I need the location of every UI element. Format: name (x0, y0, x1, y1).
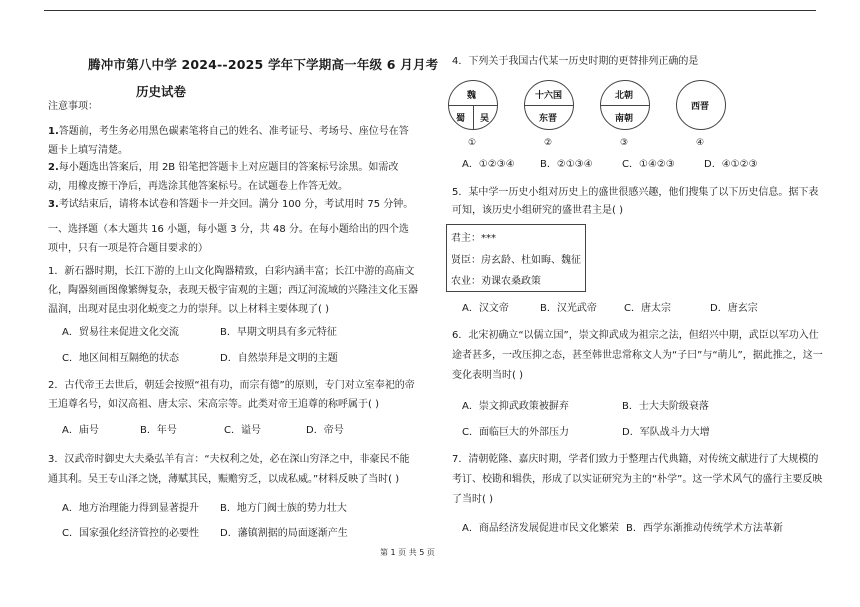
q6-option-c[interactable]: C．面临巨大的外部压力 (462, 427, 569, 438)
q1-option-b[interactable]: B．早期文明具有多元特征 (220, 327, 337, 338)
q2-option-b[interactable]: B．年号 (140, 425, 177, 436)
q5-option-d[interactable]: D．唐玄宗 (710, 303, 758, 314)
circle-1-number: ① (468, 138, 477, 148)
circle-4-center-label: 西晋 (691, 102, 710, 112)
q4-stem: 4．下列关于我国古代某一历史时期的更替排列正确的是 (452, 56, 699, 67)
notice-item-2: 2.每小题选出答案后，用 2B 铅笔把答题卡上对应题目的答案标号涂黑。如需改动，用橡皮擦干净后，再选涂其他答案标号。在试题卷上作答无效。 (48, 162, 399, 192)
circle-4-number: ④ (696, 138, 705, 148)
circle-2-top-label: 十六国 (535, 91, 563, 101)
circle-3-number: ③ (620, 138, 629, 148)
q6-option-b[interactable]: B．士大夫阶级衰落 (622, 401, 709, 412)
q1-option-c[interactable]: C．地区间相互隔绝的状态 (62, 353, 179, 364)
q2-option-d[interactable]: D．帝号 (306, 425, 344, 436)
circle-3-top-label: 北朝 (615, 91, 634, 101)
q2-option-c[interactable]: C．谥号 (224, 425, 261, 436)
q4-diagram-circle-1 (448, 80, 498, 130)
q3-stem: 3．汉武帝时御史大夫桑弘羊有言：“夫权利之处，必在深山穷泽之中，非豪民不能通其利。吴王专山泽之饶，薄赋其民，赈赡穷乏，以成私威。”材料反映了当时( ) (48, 454, 410, 485)
q7-stem: 7．清朝乾隆、嘉庆时期，学者们致力于整理古代典籍，对传统文献进行了大规模的考订、校勘和辑佚，形成了以实证研究为主的“朴学”。这一学术风气的盛行主要反映了当时( ) (452, 454, 823, 505)
q5-table-row-2: 贤臣：房玄龄、杜如晦、魏征 (451, 255, 581, 266)
q4-option-c[interactable]: C．①④②③ (622, 159, 675, 170)
q5-table-row-1: 君主：*** (451, 233, 496, 244)
circle-2-bottom-label: 东晋 (539, 114, 558, 124)
q5-option-a[interactable]: A．汉文帝 (462, 303, 509, 314)
q5-stem: 5．某中学一历史小组对历史上的盛世很感兴趣，他们搜集了以下历史信息。据下表可知，该历史小组研究的盛世君主是( ) (452, 187, 819, 216)
page-footer: 第 1 页 共 5 页 (380, 548, 435, 557)
q4-diagram-circle-2 (524, 80, 574, 130)
q4-diagram-circle-4 (676, 80, 726, 130)
circle-3-bottom-label: 南朝 (615, 114, 634, 124)
q7-option-a[interactable]: A．商品经济发展促进市民文化繁荣 (462, 523, 619, 534)
q6-option-d[interactable]: D．军队战斗力大增 (622, 427, 710, 438)
q1-option-a[interactable]: A．贸易往来促进文化交流 (62, 327, 179, 338)
q2-stem: 2．古代帝王去世后，朝廷会按照“祖有功，而宗有德”的原则，专门对立室奉祀的帝王追尊名号，如汉高祖、唐太宗、宋高宗等。此类对帝王追尊的称呼属于( ) (48, 380, 415, 410)
q4-option-a[interactable]: A．①②③④ (462, 159, 515, 170)
notice-item-3: 3.考试结束后，请将本试卷和答题卡一并交回。满分 100 分，考试用时 75 分钟。 (48, 199, 414, 210)
notice-item-1: 1.答题前，考生务必用黑色碳素笔将自己的姓名、准考证号、考场号、座位号在答题卡上填写清楚。 (48, 126, 409, 156)
q4-option-d[interactable]: D．④①②③ (704, 159, 758, 170)
top-rule (44, 10, 816, 11)
q5-option-c[interactable]: C．唐太宗 (624, 303, 671, 314)
q1-option-d[interactable]: D．自然崇拜是文明的主题 (220, 353, 338, 364)
q2-option-a[interactable]: A．庙号 (62, 425, 99, 436)
q3-option-d[interactable]: D．藩镇割据的局面逐渐产生 (220, 528, 348, 539)
circle-1-bottom-left-label: 蜀 (456, 114, 466, 124)
circle-1-bottom-right-label: 吴 (480, 114, 490, 124)
q3-option-b[interactable]: B．地方门阀士族的势力壮大 (220, 503, 347, 514)
q6-option-a[interactable]: A．崇文抑武政策被摒弃 (462, 401, 569, 412)
circle-1-top-label: 魏 (467, 91, 477, 101)
q3-option-a[interactable]: A．地方治理能力得到显著提升 (62, 503, 199, 514)
notice-heading: 注意事项： (48, 101, 98, 112)
q7-option-b[interactable]: B．西学东渐推动传统学术方法革新 (626, 523, 783, 534)
q1-stem: 1．新石器时期，长江下游的上山文化陶器精致，白彩内涵丰富；长江中游的高庙文化，陶器刻画图像繁缛复杂，表现天极宇宙观的主题；西辽河流域的兴隆洼文化玉器温润，出现对昆虫羽化蜕变之力的崇拜。以上材料主要体现了( ) (48, 266, 418, 315)
section-heading: 一、选择题（本大题共 16 小题，每小题 3 分，共 48 分。在每小题给出的四个选项中，只有一项是符合题目要求的） (48, 224, 409, 254)
q5-table-row-3: 农业：劝课农桑政策 (451, 276, 541, 287)
q3-option-c[interactable]: C．国家强化经济管控的必要性 (62, 528, 199, 539)
q5-option-b[interactable]: B．汉光武帝 (540, 303, 597, 314)
exam-title: 腾冲市第八中学 2024--2025 学年下学期高一年级 6 月月考 (88, 57, 439, 72)
q4-option-b[interactable]: B．②①③④ (540, 159, 593, 170)
q4-diagram-circle-3 (600, 80, 650, 130)
circle-2-number: ② (544, 138, 553, 148)
q6-stem: 6．北宋初确立“以儒立国”，崇文抑武成为祖宗之法，但绍兴中期，武臣以军功入仕途者甚多，一改压抑之态，甚至韩世忠常称文人为“子曰”与“萌儿”，据此推之，这一变化表明当时( ) (452, 330, 823, 381)
exam-subtitle: 历史试卷 (136, 84, 187, 99)
